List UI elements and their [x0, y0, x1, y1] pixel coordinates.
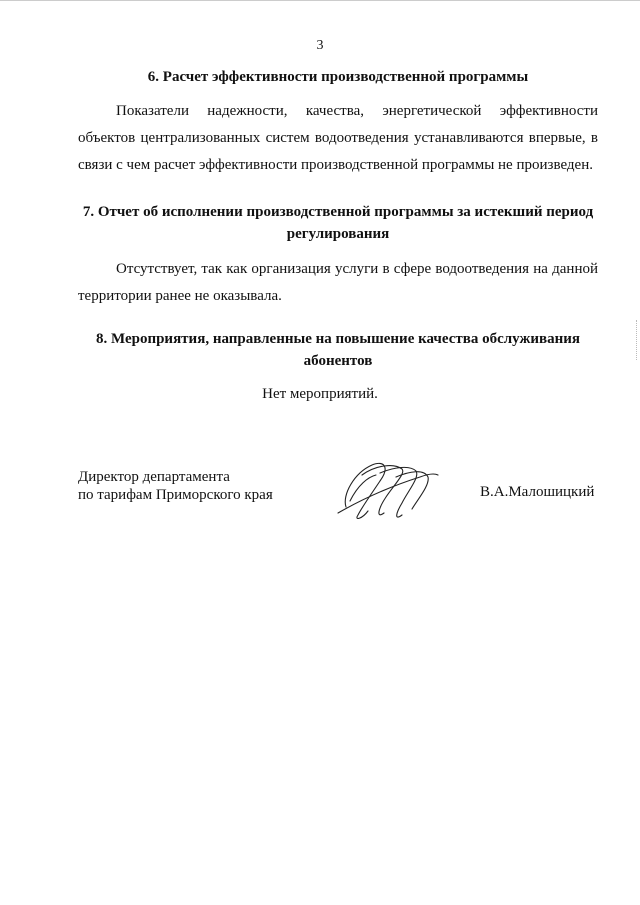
handwritten-signature	[332, 455, 442, 525]
signatory-title-line2: по тарифам Приморского края	[78, 487, 273, 503]
section-8-heading-line2: абонентов	[303, 353, 373, 369]
signatory-title-line1: Директор департамента	[78, 469, 230, 485]
signatory-name: В.А.Малошицкий	[480, 484, 595, 500]
page-top-border	[0, 0, 640, 1]
section-8-body: Нет мероприятий.	[262, 386, 378, 402]
section-6-heading: 6. Расчет эффективности производственной программы	[147, 69, 529, 85]
section-7-heading-line1: 7. Отчет об исполнении производственной программы за истекший период	[82, 204, 594, 220]
section-6-body: Показатели надежности, качества, энергетической эффективности объектов централизованных систем водоотведения устанавливаются впервые, в связи с чем расчет эффективности производственной программы не произведен.	[78, 103, 598, 173]
scan-edge-marks	[636, 320, 639, 360]
section-7-body: Отсутствует, так как организация услуги в сфере водоотведения на данной территории ранее не оказывала.	[78, 261, 598, 304]
signatory-title	[78, 468, 273, 504]
page-number: 3	[316, 38, 324, 53]
section-8-heading-line1: 8. Мероприятия, направленные на повышение качества обслуживания	[95, 331, 580, 347]
section-7-heading-line2: регулирования	[286, 226, 390, 242]
section-7-heading	[78, 201, 598, 245]
section-8-heading	[78, 328, 598, 372]
